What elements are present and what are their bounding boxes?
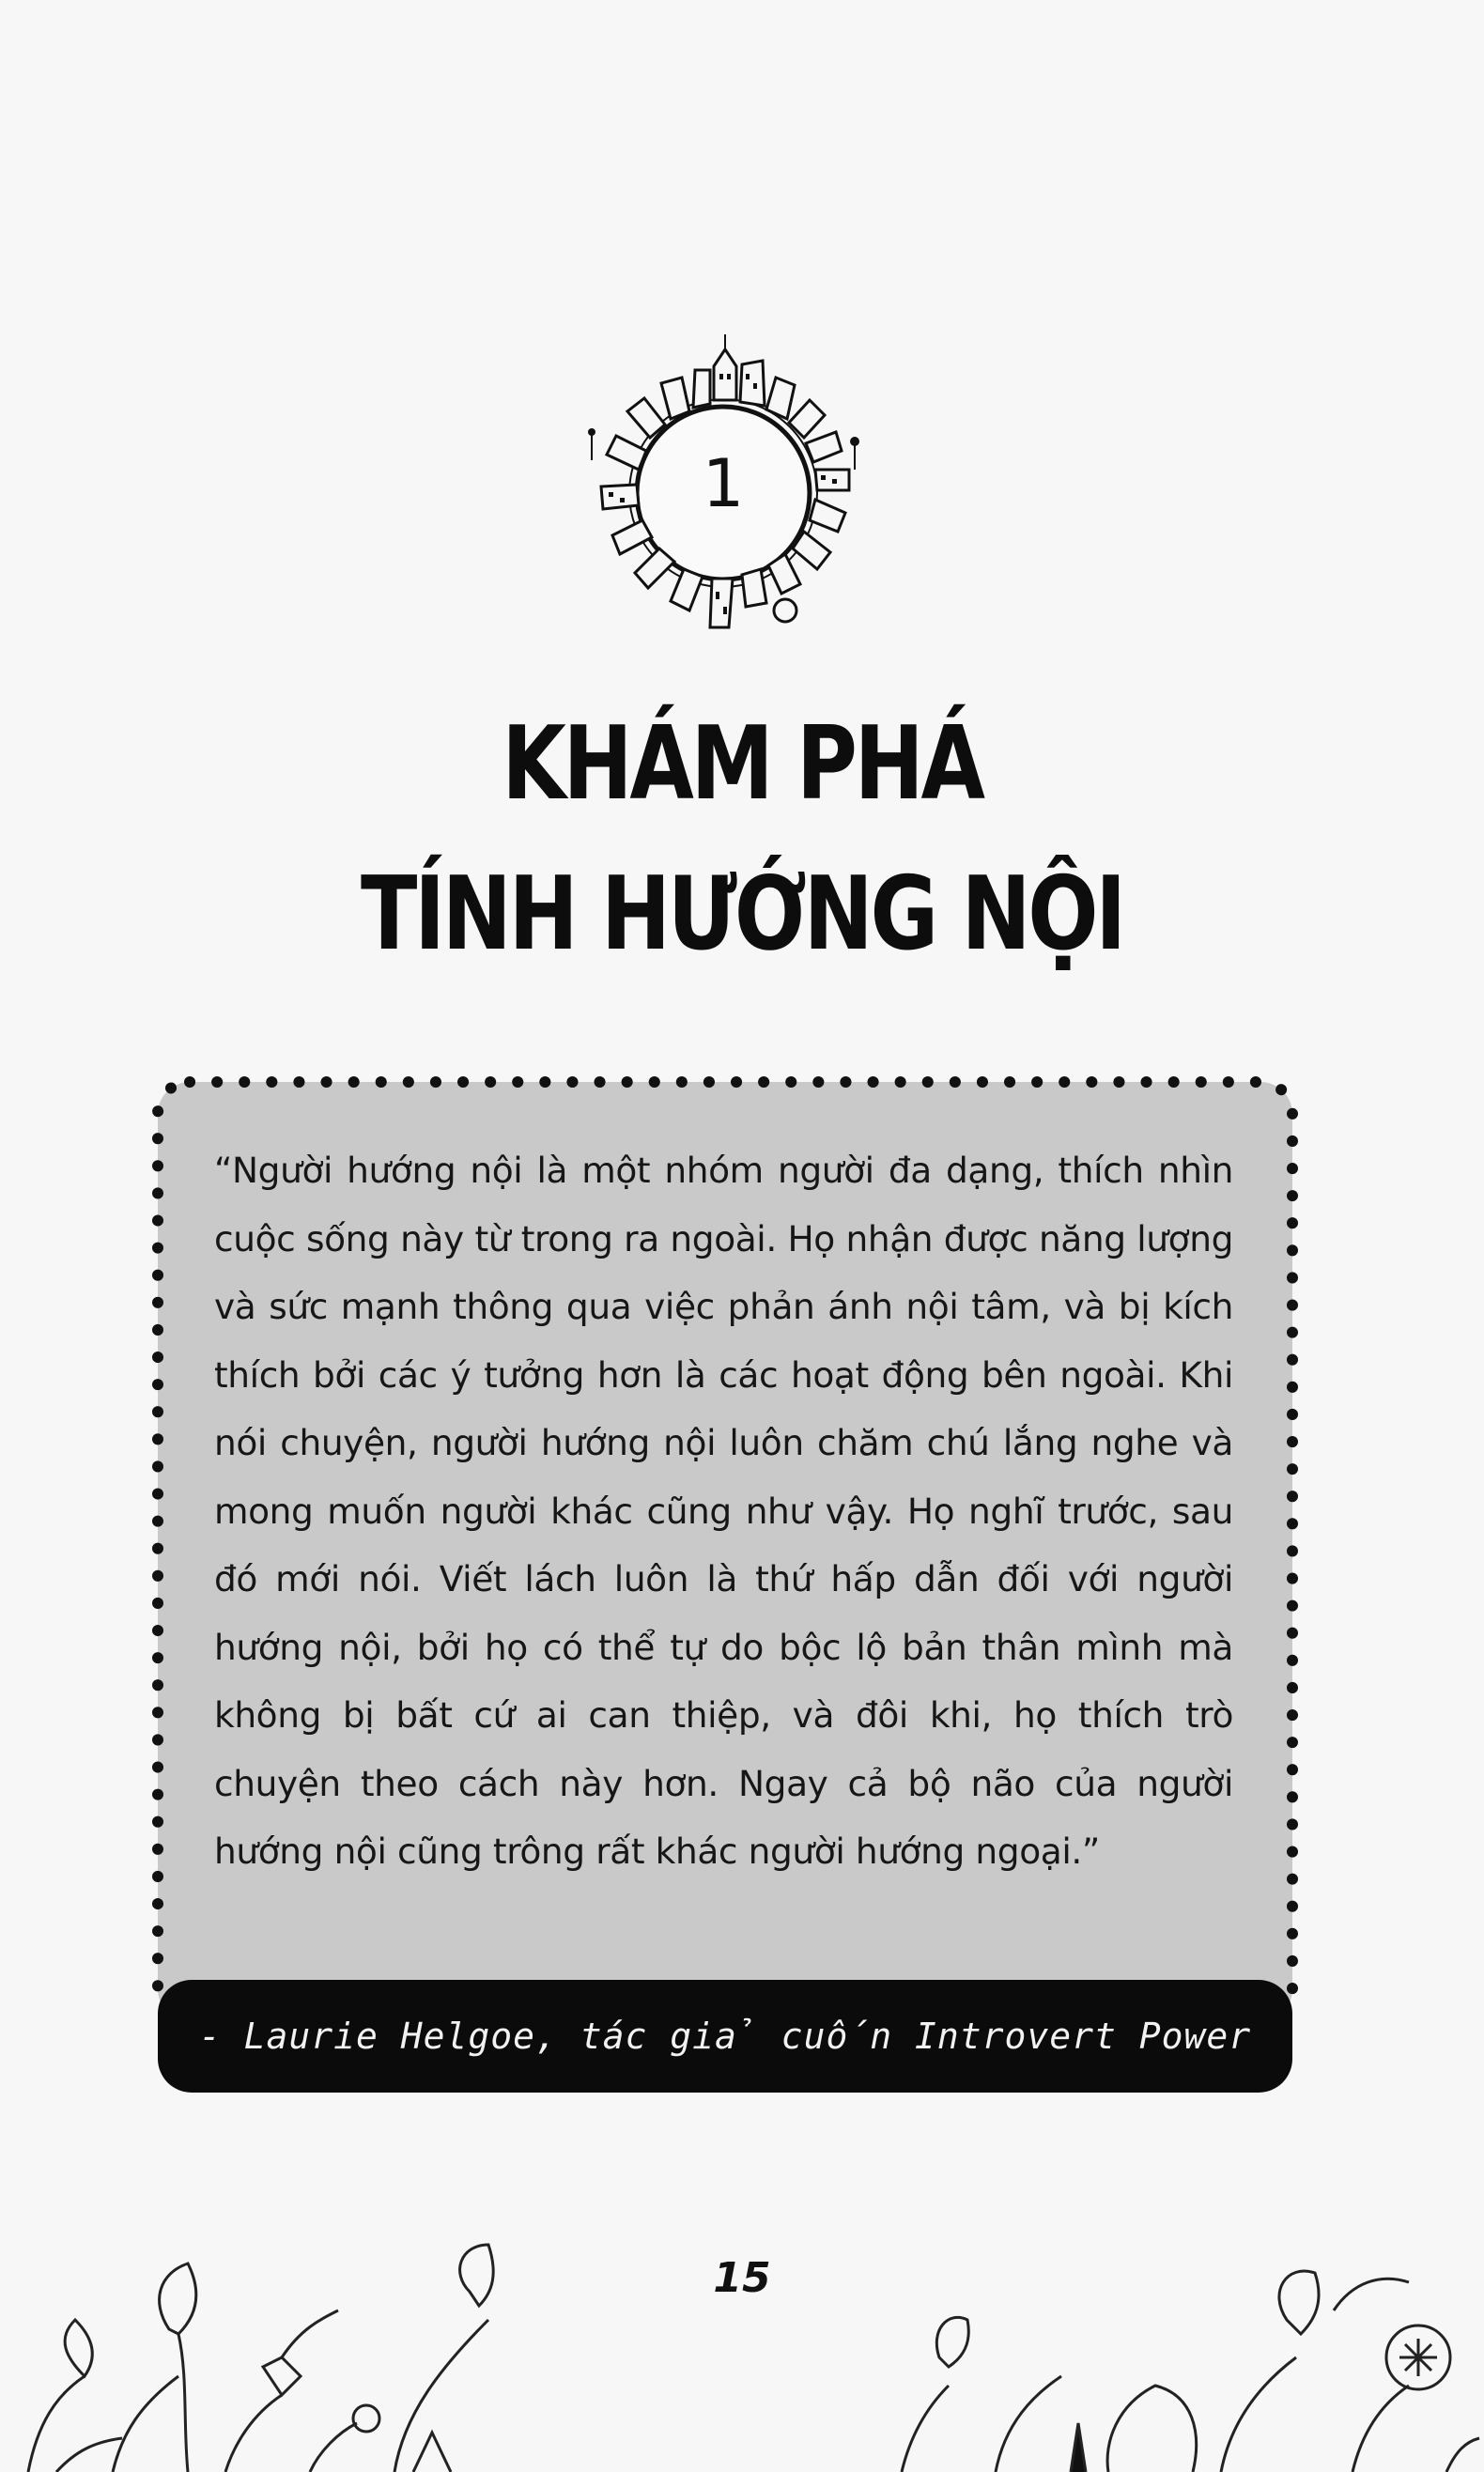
attribution-text: - Laurie Helgoe, tác giả cuốn Introvert Power	[198, 2016, 1252, 2057]
chapter-title-line-1: KHÁM PHÁ	[502, 705, 982, 823]
quote-text: “Người hướng nội là một nhóm người đa dạng, thích nhìn cuộc sống này từ trong ra ngoài. Họ nhận được năng lượng và sức mạnh thông qua việc phản ánh nội tâm, và bị kích thích bởi các ý tưởng hơn là các hoạt động bên ngoài. Khi nói chuyện, người hướng nội luôn chăm chú lắng nghe và mong muốn người khác cũng như vậy. Họ nghĩ trước, sau đó mới nói. Viết lách luôn là thứ hấp dẫn đối với người hướng nội, bởi họ có thể tự do bộc lộ bản thân mình mà không bị bất cứ ai can thiệp, và đôi khi, họ thích trò chuyện theo cách này hơn. Ngay cả bộ não của người hướng nội cũng trông rất khác người hướng ngoại.”	[214, 1150, 1233, 1872]
chapter-emblem	[554, 329, 892, 667]
page-number: 15	[713, 2254, 771, 2302]
chapter-number: 1	[702, 445, 745, 522]
chapter-title-line-2: TÍNH HƯỚNG NỘI	[361, 856, 1123, 973]
quote-attribution	[158, 1980, 1292, 2093]
